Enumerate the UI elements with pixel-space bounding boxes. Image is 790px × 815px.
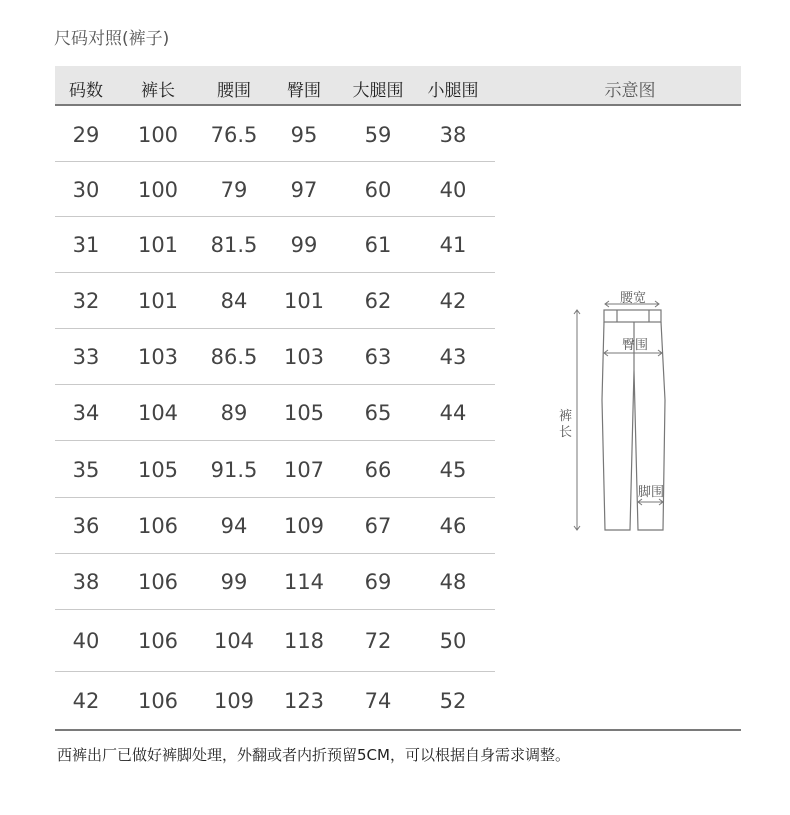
- table-cell: 99: [290, 233, 318, 257]
- table-header: [55, 66, 741, 106]
- table-cell: 95: [290, 122, 318, 147]
- table-cell: 61: [364, 233, 392, 257]
- table-row: [55, 441, 495, 498]
- table-cell: 100: [137, 122, 179, 147]
- table-cell: 123: [283, 688, 325, 713]
- table-cell: 103: [283, 345, 325, 369]
- table-cell: 35: [72, 457, 100, 482]
- length-label-2: 长: [559, 425, 573, 440]
- table-cell: 31: [72, 233, 100, 257]
- header-length: 裤长: [141, 81, 175, 101]
- table-cell: 67: [364, 514, 392, 538]
- table-cell: 42: [439, 289, 467, 313]
- table-row: [55, 217, 495, 273]
- table-cell: 101: [137, 233, 179, 257]
- table-cell: 105: [283, 401, 325, 425]
- table-cell: 106: [137, 514, 179, 538]
- table-cell: 76.5: [210, 122, 258, 147]
- table-row: [55, 554, 495, 610]
- table-cell: 97: [290, 177, 318, 202]
- table-row: [55, 498, 495, 554]
- table-cell: 32: [72, 289, 100, 313]
- table-row: [55, 385, 495, 441]
- table-cell: 106: [137, 688, 179, 713]
- waist-label: 腰宽: [620, 291, 647, 306]
- hip-label: 臀围: [622, 338, 649, 353]
- header-thigh: 大腿围: [352, 81, 404, 101]
- table-cell: 42: [72, 688, 100, 713]
- table-cell: 46: [439, 514, 467, 538]
- table-cell: 69: [364, 570, 392, 594]
- table-cell: 94: [220, 514, 248, 538]
- header-diagram: 示意图: [604, 81, 656, 101]
- table-cell: 79: [220, 177, 248, 202]
- table-cell: 36: [72, 514, 100, 538]
- table-cell: 59: [364, 122, 392, 147]
- table-cell: 118: [283, 629, 325, 653]
- table-cell: 109: [213, 688, 255, 713]
- table-cell: 91.5: [210, 457, 258, 482]
- table-row: [55, 273, 495, 329]
- table-cell: 100: [137, 177, 179, 202]
- table-bottom-rule: [55, 729, 741, 731]
- chart-title: 尺码对照(裤子): [54, 29, 170, 49]
- table-cell: 29: [72, 122, 100, 147]
- table-cell: 84: [220, 289, 248, 313]
- table-row: [55, 107, 495, 162]
- table-cell: 52: [439, 688, 467, 713]
- table-cell: 40: [72, 629, 100, 653]
- table-cell: 45: [439, 457, 467, 482]
- table-row: [55, 162, 495, 217]
- table-cell: 104: [137, 401, 179, 425]
- table-cell: 34: [72, 401, 100, 425]
- table-cell: 74: [364, 688, 392, 713]
- table-cell: 89: [220, 401, 248, 425]
- table-cell: 103: [137, 345, 179, 369]
- table-cell: 66: [364, 457, 392, 482]
- hem-label: 脚围: [638, 485, 665, 500]
- header-hip: 臀围: [287, 81, 321, 101]
- trousers-diagram: [545, 280, 695, 540]
- table-cell: 109: [283, 514, 325, 538]
- table-cell: 101: [283, 289, 325, 313]
- footnote: 西裤出厂已做好裤脚处理，外翻或者内折预留5CM，可以根据自身需求调整。: [57, 746, 570, 764]
- header-waist: 腰围: [217, 81, 251, 101]
- table-cell: 65: [364, 401, 392, 425]
- table-row: [55, 329, 495, 385]
- table-cell: 99: [220, 570, 248, 594]
- length-arrow: [574, 310, 580, 530]
- table-cell: 38: [72, 570, 100, 594]
- length-label-1: 裤: [559, 409, 573, 424]
- table-cell: 38: [439, 122, 467, 147]
- table-row: [55, 672, 495, 728]
- table-cell: 41: [439, 233, 467, 257]
- table-cell: 101: [137, 289, 179, 313]
- table-cell: 104: [213, 629, 255, 653]
- table-cell: 81.5: [210, 233, 258, 257]
- table-cell: 33: [72, 345, 100, 369]
- table-cell: 44: [439, 401, 467, 425]
- table-cell: 63: [364, 345, 392, 369]
- table-cell: 72: [364, 629, 392, 653]
- table-cell: 43: [439, 345, 467, 369]
- table-cell: 62: [364, 289, 392, 313]
- table-cell: 40: [439, 177, 467, 202]
- table-cell: 60: [364, 177, 392, 202]
- header-size: 码数: [69, 81, 103, 101]
- table-cell: 106: [137, 629, 179, 653]
- table-row: [55, 610, 495, 672]
- header-calf: 小腿围: [427, 81, 479, 101]
- table-cell: 107: [283, 457, 325, 482]
- table-cell: 50: [439, 629, 467, 653]
- table-cell: 114: [283, 570, 325, 594]
- table-cell: 105: [137, 457, 179, 482]
- table-cell: 48: [439, 570, 467, 594]
- table-cell: 106: [137, 570, 179, 594]
- table-cell: 86.5: [210, 345, 258, 369]
- table-cell: 30: [72, 177, 100, 202]
